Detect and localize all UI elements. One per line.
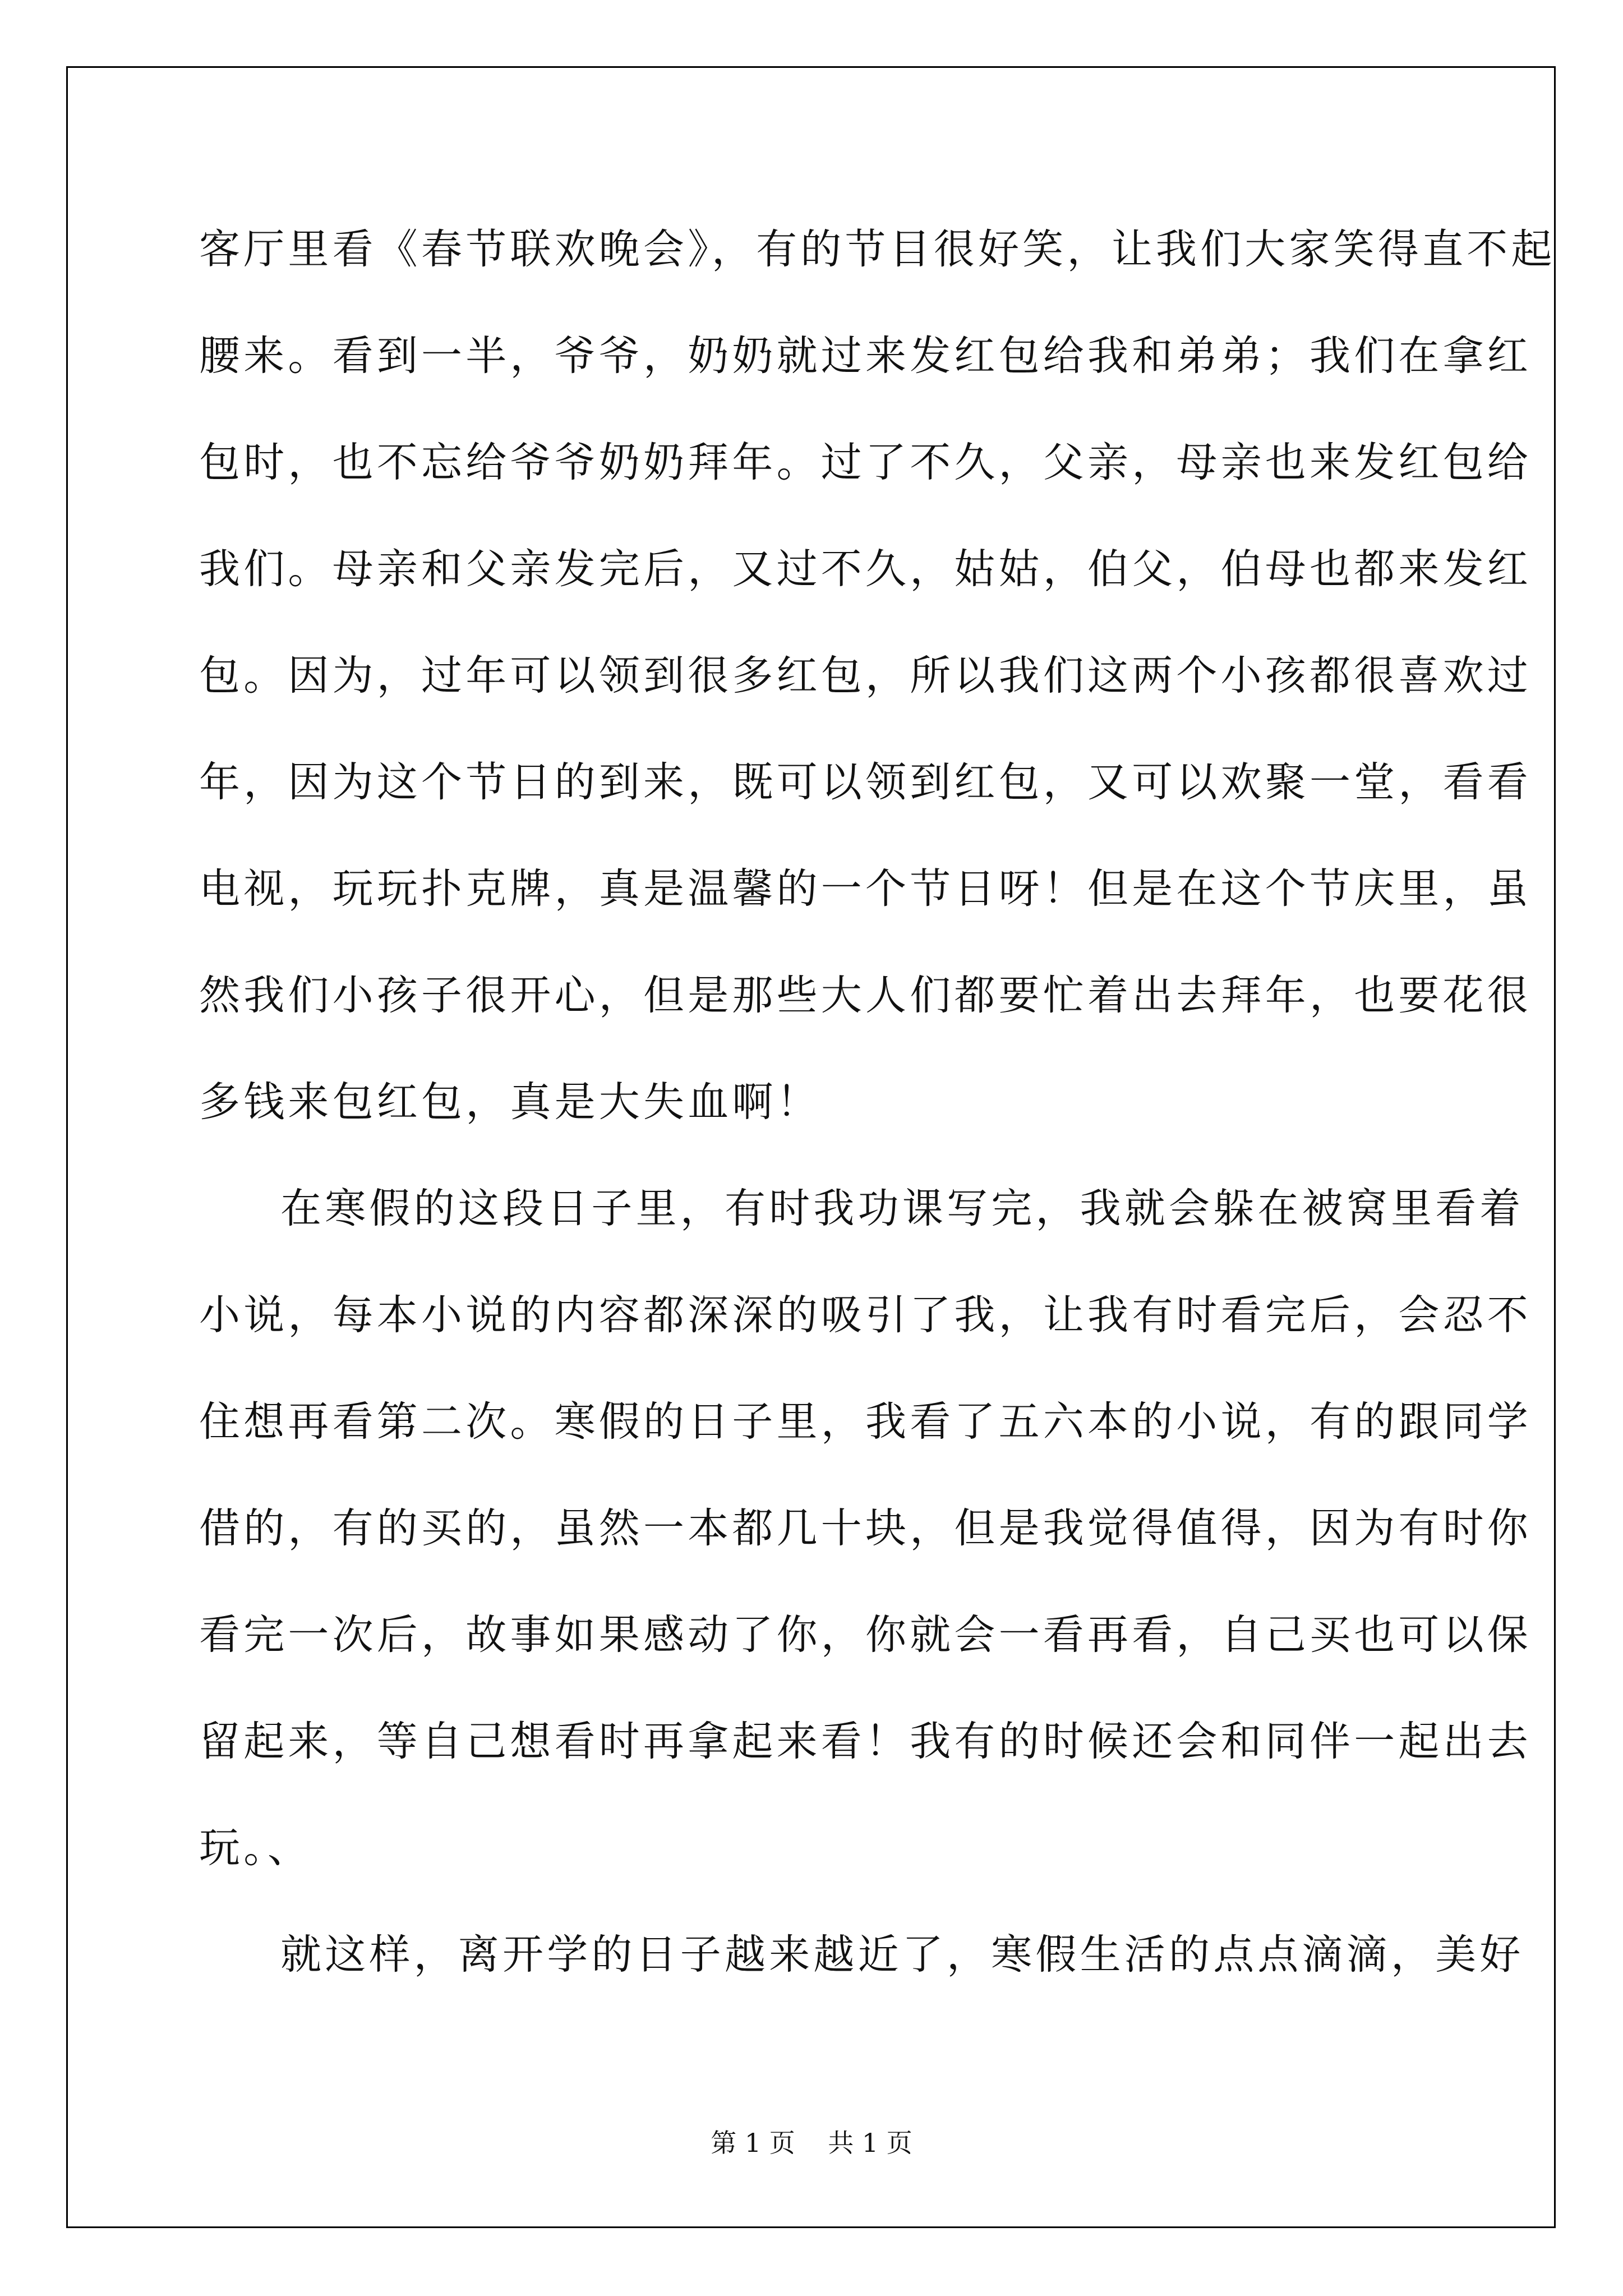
paragraph-line: 年，因为这个节日的到来，既可以领到红包，又可以欢聚一堂，看看 (199, 758, 1532, 806)
paragraph-line: 包。因为，过年可以领到很多红包，所以我们这两个小孩都很喜欢过 (199, 652, 1532, 700)
paragraph-line: 借的，有的买的，虽然一本都几十块，但是我觉得值得，因为有时你 (199, 1504, 1532, 1552)
paragraph-line: 然我们小孩子很开心，但是那些大人们都要忙着出去拜年，也要花很 (199, 972, 1532, 1019)
paragraph-line: 就这样，离开学的日子越来越近了，寒假生活的点点滴滴，美好 (280, 1931, 1524, 1978)
page-border (66, 66, 1556, 2228)
paragraph-line: 住想再看第二次。寒假的日子里，我看了五六本的小说，有的跟同学 (199, 1398, 1532, 1446)
paragraph-line: 腰来。看到一半，爷爷，奶奶就过来发红包给我和弟弟；我们在拿红 (199, 332, 1532, 380)
paragraph-line: 小说，每本小说的内容都深深的吸引了我，让我有时看完后，会忍不 (199, 1291, 1532, 1339)
paragraph-line: 留起来，等自己想看时再拿起来看！我有的时候还会和同伴一起出去 (199, 1718, 1532, 1765)
paragraph-line: 多钱来包红包，真是大失血啊！ (199, 1078, 821, 1126)
paragraph-line: 客厅里看《春节联欢晚会》，有的节目很好笑，让我们大家笑得直不起 (199, 226, 1556, 273)
paragraph-line: 我们。母亲和父亲发完后，又过不久，姑姑，伯父，伯母也都来发红 (199, 545, 1532, 593)
page-number-footer: 第 1 页 共 1 页 (711, 2128, 912, 2158)
paragraph-line: 看完一次后，故事如果感动了你，你就会一看再看，自己买也可以保 (199, 1611, 1532, 1659)
paragraph-line: 包时，也不忘给爷爷奶奶拜年。过了不久，父亲，母亲也来发红包给 (199, 439, 1532, 486)
paragraph-line: 在寒假的这段日子里，有时我功课写完，我就会躲在被窝里看着 (280, 1185, 1524, 1232)
paragraph-line: 玩。、 (199, 1824, 312, 1872)
paragraph-line: 电视，玩玩扑克牌，真是温馨的一个节日呀！但是在这个节庆里，虽 (199, 865, 1532, 913)
